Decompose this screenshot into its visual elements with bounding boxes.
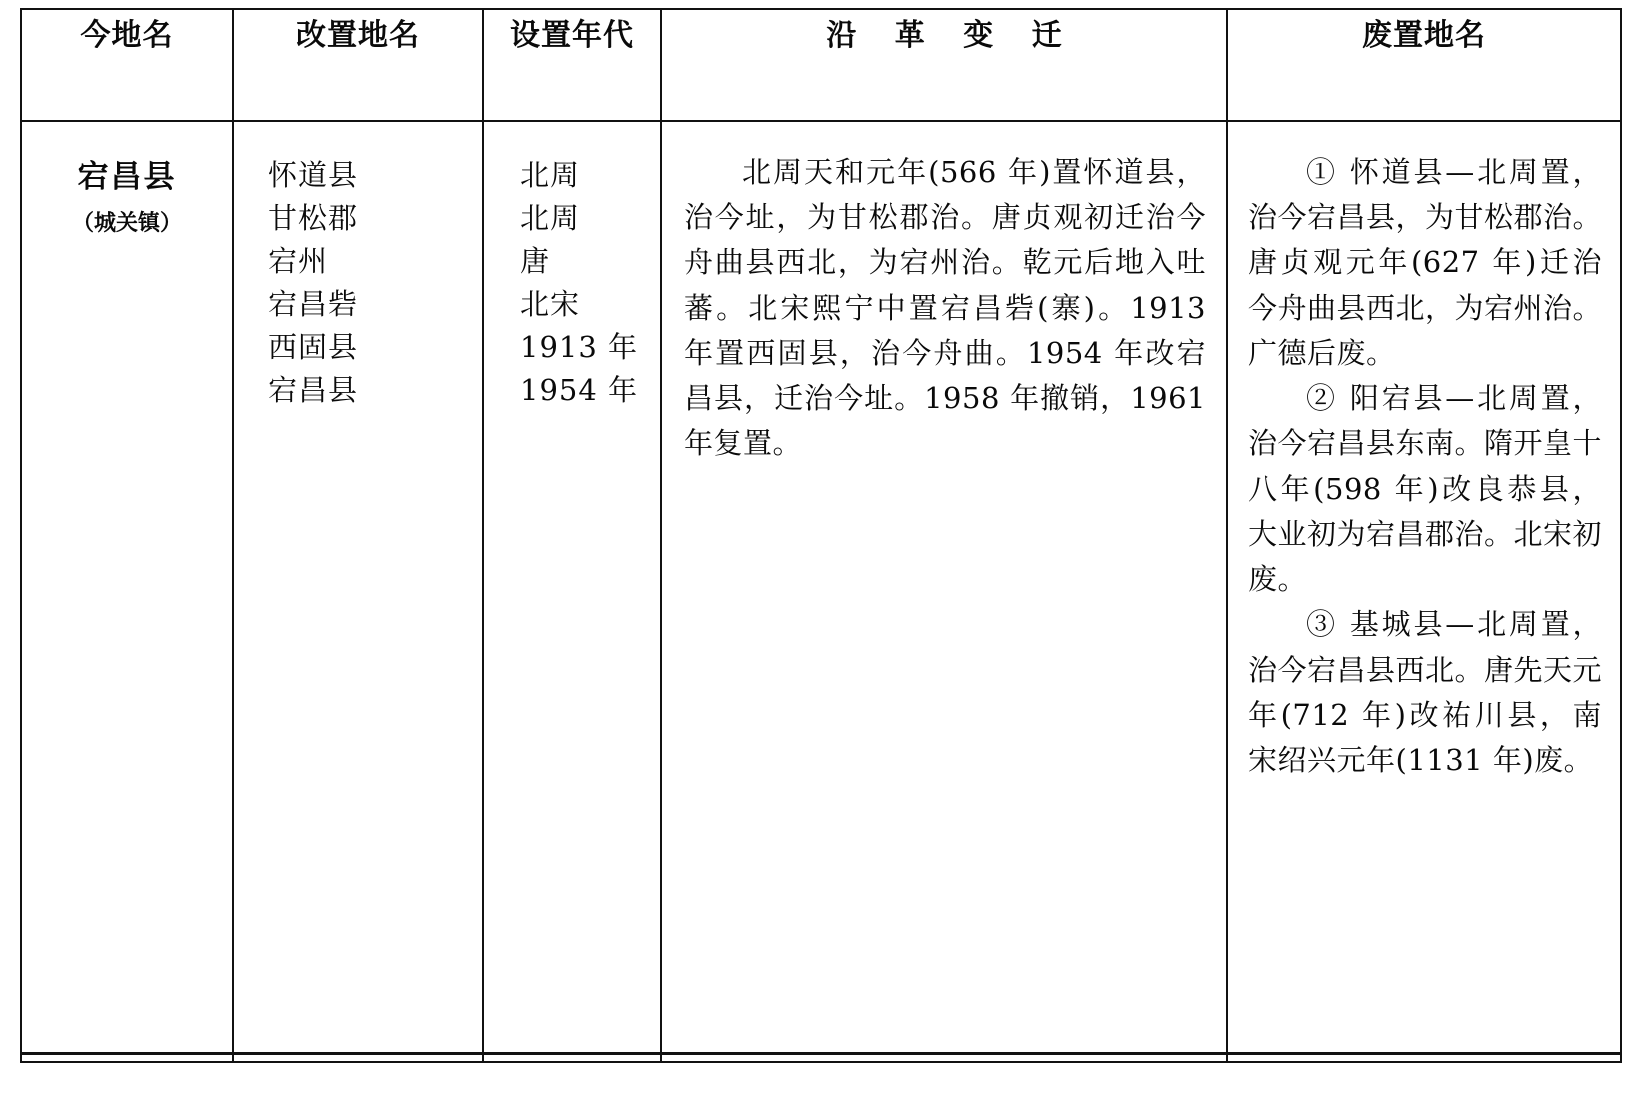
- column-header-established-era: 设置年代: [483, 9, 661, 121]
- column-header-abolished-place: 废置地名: [1227, 9, 1621, 121]
- table-body: [21, 121, 1621, 1062]
- spacer-cell: [233, 1054, 483, 1063]
- abolished-place-item: ① 怀道县—北周置，治今宕昌县，为甘松郡治。唐贞观元年(627 年)迁治今舟曲县西北，为宕州治。广德后废。: [1248, 155, 1603, 370]
- cell-present-name: [21, 121, 233, 1054]
- cell-established-eras: [483, 121, 661, 1054]
- established-era-list: [520, 154, 648, 411]
- present-name-text: 宕昌县: [77, 159, 177, 195]
- cell-abolished-places: [1227, 121, 1621, 1054]
- abolished-place-list: [1240, 150, 1608, 783]
- spacer-cell: [483, 1054, 661, 1063]
- renamed-place-item: 西固县: [268, 329, 359, 364]
- gazetteer-table: [20, 8, 1622, 1063]
- established-era-item: 北周: [520, 158, 581, 192]
- established-era-item: 1954 年: [520, 372, 639, 407]
- cell-evolution: [661, 121, 1227, 1054]
- renamed-place-list: [268, 154, 470, 411]
- column-header-present-name: 今地名: [21, 9, 233, 121]
- renamed-place-item: 宕昌砦: [268, 286, 359, 321]
- table-header: [21, 9, 1621, 121]
- established-era-item: 北周: [520, 200, 581, 235]
- established-era-item: 唐: [520, 243, 551, 278]
- evolution-text: 北周天和元年(566 年)置怀道县，治今址，为甘松郡治。唐贞观初迁治今舟曲县西北，为宕州治。乾元后地入吐蕃。北宋熙宁中置宕昌砦(寨)。1913 年置西固县，治今舟曲。1954 年改宕昌县，迁治今址。1958 年撤销，1961 年复置。: [684, 155, 1206, 461]
- table-row: [21, 121, 1621, 1054]
- established-era-item: 1913 年: [520, 329, 639, 364]
- renamed-place-item: 宕昌县: [268, 372, 359, 407]
- column-header-evolution: 沿 革 变 迁: [661, 9, 1227, 121]
- renamed-place-item: 甘松郡: [268, 200, 359, 235]
- renamed-place-item: 怀道县: [268, 158, 359, 192]
- established-era-item: 北宋: [520, 286, 581, 321]
- present-name-subtext: （城关镇）: [71, 210, 182, 237]
- abolished-place-item: ② 阳宕县—北周置，治今宕昌县东南。隋开皇十八年(598 年)改良恭县，大业初为宕昌郡治。北宋初废。: [1248, 381, 1603, 597]
- column-header-renamed-place: 改置地名: [233, 9, 483, 121]
- renamed-place-item: 宕州: [268, 243, 329, 278]
- spacer-cell: [21, 1054, 233, 1063]
- table-header-row: [21, 9, 1621, 121]
- cell-renamed-places: [233, 121, 483, 1054]
- table-bottom-spacer-row: [21, 1054, 1621, 1063]
- spacer-cell: [1227, 1054, 1621, 1063]
- abolished-place-item: ③ 基城县—北周置，治今宕昌县西北。唐先天元年(712 年)改祐川县，南宋绍兴元年(1131 年)废。: [1248, 607, 1603, 778]
- spacer-cell: [661, 1054, 1227, 1063]
